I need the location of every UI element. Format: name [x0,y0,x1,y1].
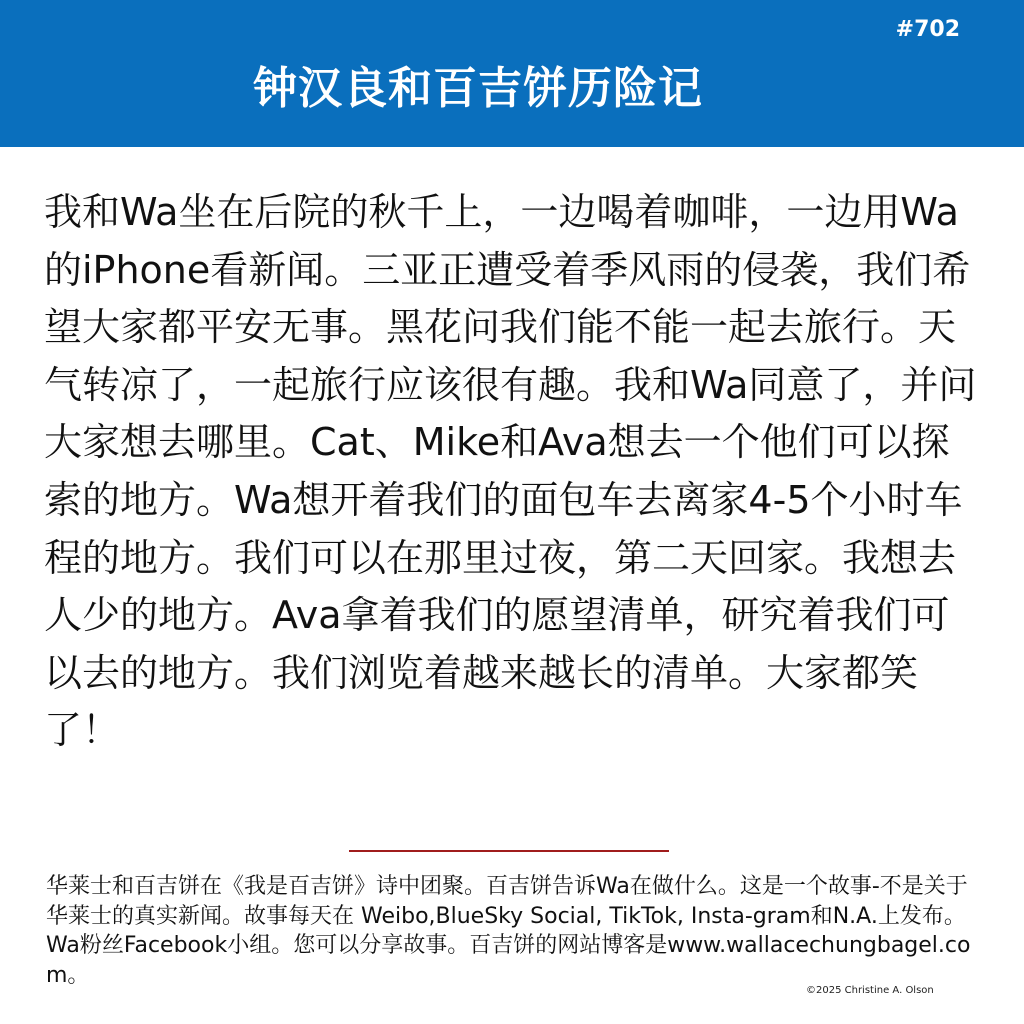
copyright-notice: ©2025 Christine A. Olson [806,985,934,996]
episode-number: #702 [895,17,960,42]
story-text: 我和Wa坐在后院的秋千上，一边喝着咖啡，一边用Wa的iPhone看新闻。三亚正遭受着季风雨的侵袭，我们希望大家都平安无事。黑花问我们能不能一起去旅行。天气转凉了，一起旅行应该很有趣。我和Wa同意了，并问大家想去哪里。Cat、Mike和Ava想去一个他们可以探索的地方。Wa想开着我们的面包车去离家4-5个小时车程的地方。我们可以在那里过夜，第二天回家。我想去人少的地方。Ava拿着我们的愿望清单，研究着我们可以去的地方。我们浏览着越来越长的清单。大家都笑了！ [44,190,977,753]
section-divider [349,850,669,852]
header-banner [0,0,1024,147]
page-title: 钟汉良和百吉饼历险记 [253,63,703,114]
footer-note: 华莱士和百吉饼在《我是百吉饼》诗中团聚。百吉饼告诉Wa在做什么。这是一个故事-不是关于华莱士的真实新闻。故事每天在 Weibo,BlueSky Social, TikTok, Insta-gram和N.A.上发布。Wa粉丝Facebook小组。您可以分享故事。百吉饼的网站博客是www.wallacechungbagel.com。 [46,874,971,988]
